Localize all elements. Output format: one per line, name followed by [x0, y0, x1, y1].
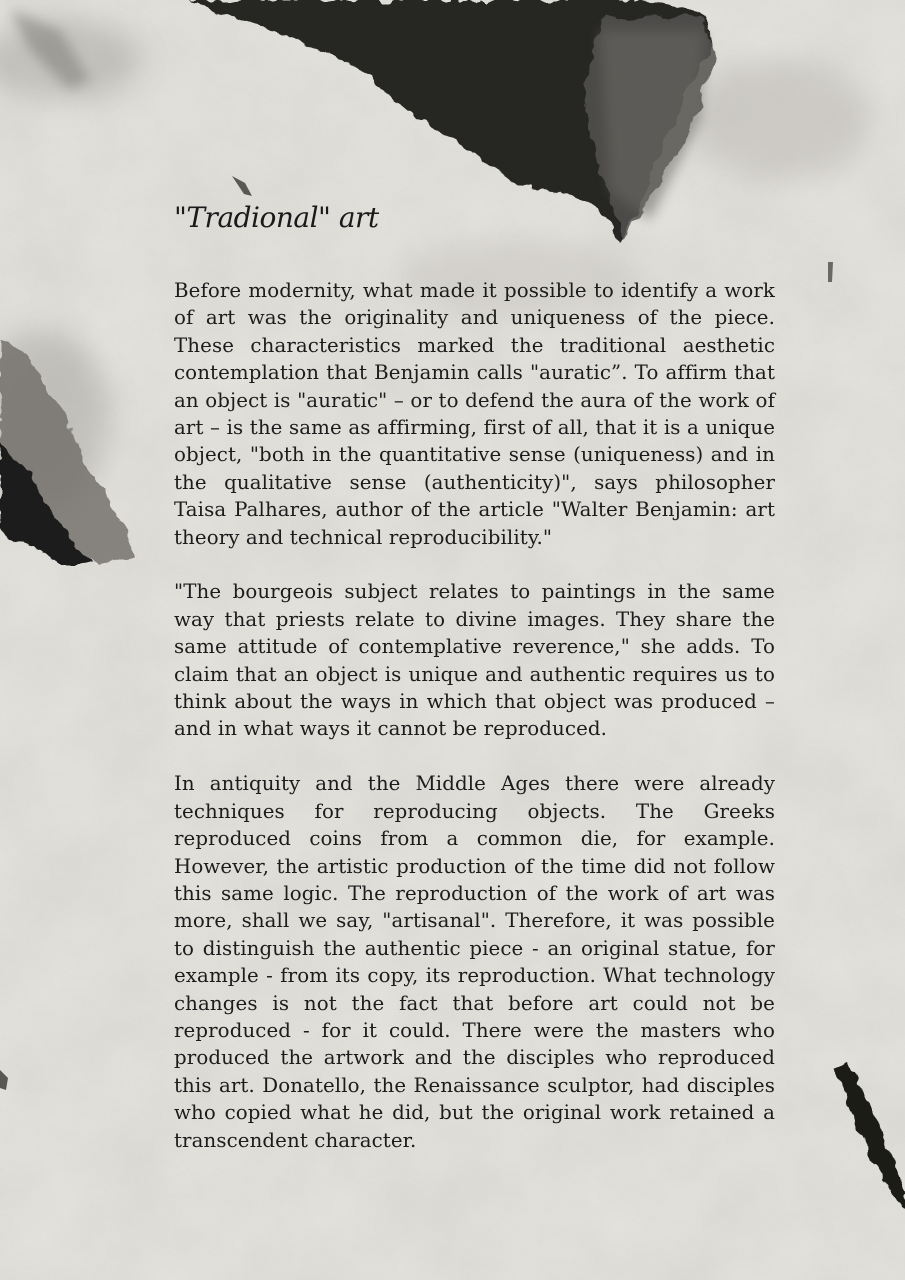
article-title: "Tradional" art — [174, 201, 379, 234]
paragraph-3: In antiquity and the Middle Ages there were already techniques for reproducing objects. The Greeks reproduced coins from a common die, for example. However, the artistic production of the time did not follow this same logic. The reproduction of the work of art was more, shall we say, "artisanal". Therefore, it was possible to distinguish the authentic piece - an original statue, for example - from its copy, its reproduction. What technology changes is not the fact that before art could not be reproduced - for it could. There were the masters who produced the artwork and the disciples who reproduced this art. Donatello, the Renaissance sculptor, had disciples who copied what he did, but the original work retained a transcendent character. — [174, 772, 775, 1152]
paragraph-2: "The bourgeois subject relates to paintings in the same way that priests relate to divine images. They share the same attitude of contemplative reverence," she adds. To claim that an object is unique and authentic requires us to think about the ways in which that object was produced – and in what ways it cannot be reproduced. — [174, 580, 775, 741]
paragraph-1: Before modernity, what made it possible to identify a work of art was the originality and uniqueness of the piece. These characteristics marked the traditional aesthetic contemplation that Benjamin calls "auratic”. To affirm that an object is "auratic" – or to defend the aura of the work of art – is the same as affirming, first of all, that it is a unique object, "both in the quantitative sense (uniqueness) and in the qualitative sense (authenticity)", says philosopher Taisa Palhares, author of the article "Walter Benjamin: art theory and technical reproducibility." — [174, 279, 775, 549]
article — [174, 196, 775, 1181]
